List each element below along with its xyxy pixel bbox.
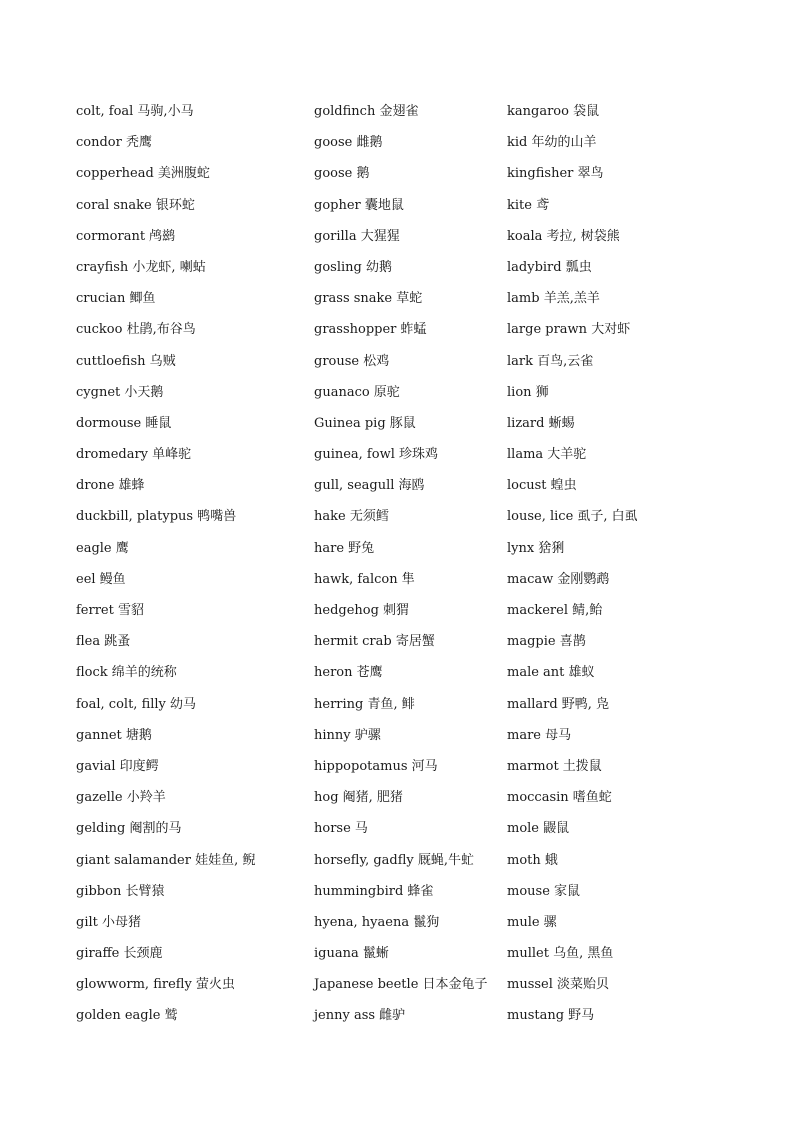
vocabulary-entry: giant salamander 娃娃鱼, 鲵 [76,852,256,868]
vocabulary-entry: glowworm, firefly 萤火虫 [76,977,235,993]
vocabulary-entry: hippopotamus 河马 [314,758,438,774]
vocabulary-entry: Guinea pig 豚鼠 [314,415,416,431]
vocabulary-entry: duckbill, platypus 鸭嘴兽 [76,509,237,525]
vocabulary-entry: gibbon 长臂猿 [76,883,165,899]
vocabulary-entry: goose 雌鹅 [314,135,383,151]
vocabulary-entry: jenny ass 雌驴 [314,1008,406,1024]
vocabulary-entry: eel 鳗鱼 [76,571,126,587]
vocabulary-entry: hyena, hyaena 鬣狗 [314,914,440,930]
vocabulary-entry: goldfinch 金翅雀 [314,104,419,119]
vocabulary-entry: mullet 乌鱼, 黑鱼 [507,946,614,962]
vocabulary-entry: mussel 淡菜贻贝 [507,977,610,993]
vocabulary-entry: dormouse 睡鼠 [76,415,172,431]
vocabulary-entry: mule 骡 [507,914,557,930]
vocabulary-entry: hog 阉猪, 肥猪 [314,790,403,806]
vocabulary-entry: cuttloefish 乌贼 [76,353,176,369]
vocabulary-entry: macaw 金刚鹦鹉 [507,571,610,587]
vocabulary-entry: lion 狮 [507,384,549,400]
vocabulary-entry: gopher 囊地鼠 [314,197,404,213]
vocabulary-entry: male ant 雄蚁 [507,665,595,681]
vocabulary-entry: Japanese beetle 日本金龟子 [314,977,488,993]
vocabulary-entry: iguana 鬣蜥 [314,946,389,962]
vocabulary-entry: gelding 阉割的马 [76,821,182,837]
vocabulary-entry: gavial 印度鳄 [76,758,159,774]
vocabulary-entry: mouse 家鼠 [507,883,581,899]
vocabulary-entry: condor 秃鹰 [76,135,152,151]
vocabulary-entry: mare 母马 [507,727,572,743]
vocabulary-column-1 [76,101,306,1037]
vocabulary-entry: grasshopper 蚱蜢 [314,322,427,338]
vocabulary-entry: mackerel 鲭,鲐 [507,603,603,618]
vocabulary-entry: mallard 野鸭, 凫 [507,696,610,712]
vocabulary-entry: cormorant 鸬鹚 [76,228,176,244]
vocabulary-entry: herring 青鱼, 鲱 [314,696,415,712]
vocabulary-entry: gosling 幼鹅 [314,259,392,275]
vocabulary-entry: hinny 驴骡 [314,727,381,743]
vocabulary-entry: crayfish 小龙虾, 喇蛄 [76,259,206,275]
vocabulary-entry: crucian 鲫鱼 [76,291,156,307]
vocabulary-entry: lizard 蜥蜴 [507,415,575,431]
vocabulary-entry: horsefly, gadfly 厩蝇,牛虻 [314,852,475,868]
vocabulary-entry: ladybird 瓢虫 [507,259,592,275]
vocabulary-entry: gull, seagull 海鸥 [314,478,425,494]
vocabulary-column-3 [507,101,787,1037]
vocabulary-entry: goose 鹅 [314,166,370,182]
vocabulary-entry: lark 百鸟,云雀 [507,353,594,369]
vocabulary-entry: hedgehog 刺猬 [314,603,410,618]
vocabulary-entry: kangaroo 袋鼠 [507,104,600,119]
vocabulary-entry: guinea, fowl 珍珠鸡 [314,447,438,463]
vocabulary-entry: hawk, falcon 隼 [314,571,415,587]
vocabulary-entry: moth 蛾 [507,852,558,868]
vocabulary-entry: grass snake 草蛇 [314,291,423,307]
vocabulary-entry: hake 无须鳕 [314,509,389,525]
vocabulary-entry: grouse 松鸡 [314,353,390,369]
vocabulary-entry: colt, foal 马驹,小马 [76,104,194,119]
vocabulary-entry: gilt 小母猪 [76,914,141,930]
vocabulary-entry: ferret 雪貂 [76,603,144,618]
vocabulary-entry: gazelle 小羚羊 [76,790,166,806]
vocabulary-entry: lamb 羊羔,羔羊 [507,291,600,307]
vocabulary-entry: dromedary 单峰驼 [76,447,192,463]
vocabulary-entry: cuckoo 杜鹃,布谷鸟 [76,322,196,338]
vocabulary-entry: gorilla 大猩猩 [314,228,400,244]
vocabulary-entry: cygnet 小天鹅 [76,384,164,400]
vocabulary-entry: golden eagle 鹫 [76,1008,178,1024]
vocabulary-entry: drone 雄蜂 [76,478,145,494]
vocabulary-entry: guanaco 原驼 [314,384,400,400]
vocabulary-entry: kite 鸢 [507,197,550,213]
vocabulary-entry: mustang 野马 [507,1008,595,1024]
vocabulary-entry: koala 考拉, 树袋熊 [507,228,620,244]
vocabulary-entry: eagle 鹰 [76,540,129,556]
vocabulary-entry: llama 大羊驼 [507,447,587,463]
vocabulary-entry: coral snake 银环蛇 [76,197,195,213]
vocabulary-entry: flea 跳蚤 [76,634,131,650]
vocabulary-entry: mole 鼹鼠 [507,821,570,837]
vocabulary-entry: large prawn 大对虾 [507,322,631,338]
vocabulary-entry: kingfisher 翠鸟 [507,166,604,182]
vocabulary-entry: marmot 土拨鼠 [507,758,602,774]
vocabulary-entry: hermit crab 寄居蟹 [314,634,435,650]
vocabulary-entry: heron 苍鹰 [314,665,383,681]
vocabulary-entry: lynx 猞猁 [507,540,565,556]
vocabulary-entry: kid 年幼的山羊 [507,135,597,151]
vocabulary-column-2 [314,101,499,1037]
vocabulary-entry: locust 蝗虫 [507,478,577,494]
vocabulary-entry: giraffe 长颈鹿 [76,946,163,962]
vocabulary-entry: louse, lice 虱子, 白虱 [507,509,638,525]
vocabulary-entry: foal, colt, filly 幼马 [76,696,197,712]
vocabulary-entry: copperhead 美洲腹蛇 [76,166,210,182]
vocabulary-entry: gannet 塘鹅 [76,727,152,743]
vocabulary-entry: magpie 喜鹊 [507,634,586,650]
vocabulary-entry: hare 野兔 [314,540,375,556]
vocabulary-entry: horse 马 [314,821,368,837]
vocabulary-entry: flock 绵羊的统称 [76,665,177,681]
vocabulary-entry: moccasin 嗜鱼蛇 [507,790,612,806]
vocabulary-entry: hummingbird 蜂雀 [314,883,434,899]
